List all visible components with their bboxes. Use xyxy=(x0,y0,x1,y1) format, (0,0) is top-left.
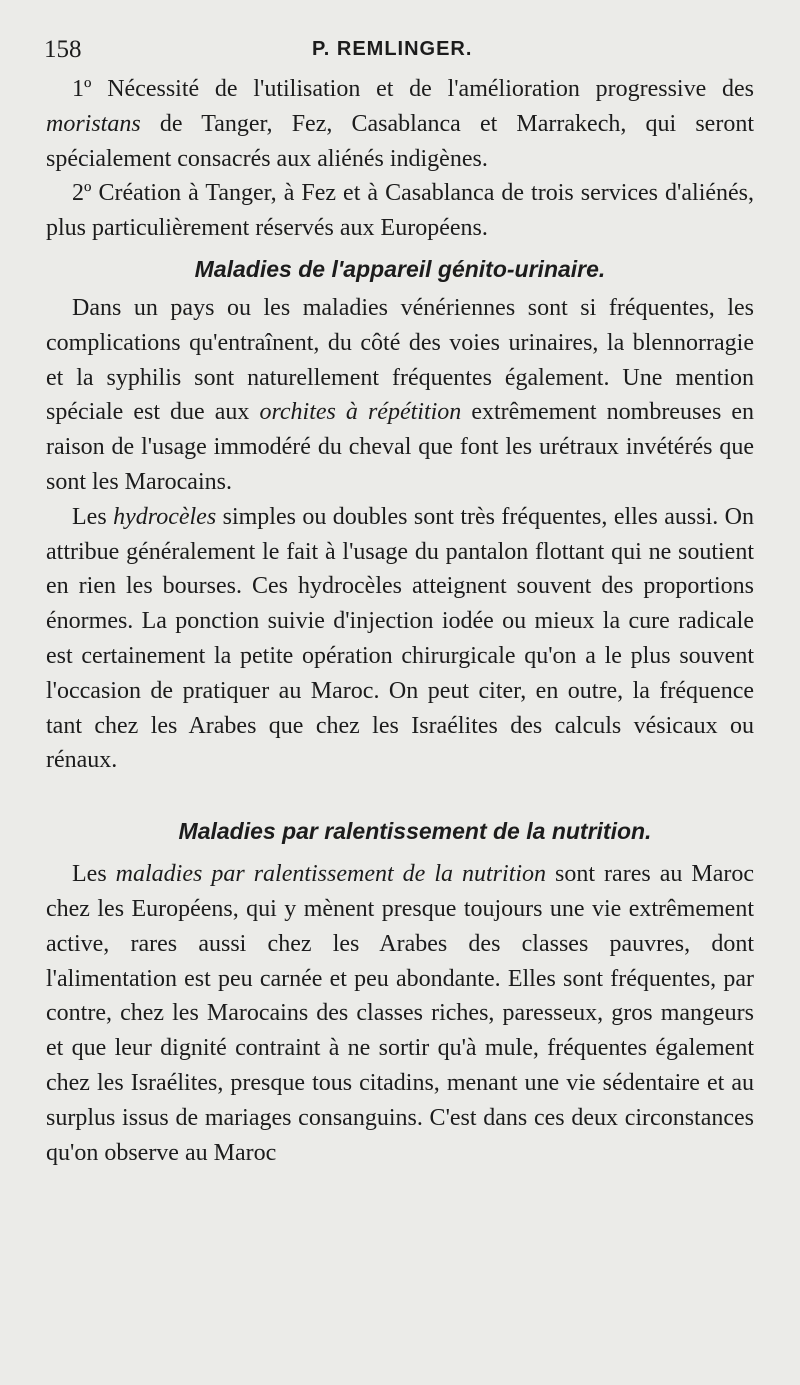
section-heading-genito-urinary: Maladies de l'appareil génito-urinaire. xyxy=(194,255,606,282)
section-heading-nutrition: Maladies par ralentissement de la nutrition. xyxy=(178,818,652,845)
list-item-2: 2º Création à Tanger, à Fez et à Casablanca de trois services d'aliénés, plus particulièrement réservés aux Européens. xyxy=(46,180,754,242)
paragraph-hydroceles: Les hydrocèles simples ou doubles sont très fréquentes, elles aussi. On attribue généralement le fait à l'usage du pantalon flottant qui ne soutient en rien les bourses. Ces hydrocèles atteignent souvent des proportions énormes. La ponction suivie d'injection iodée ou mieux la cure radicale est certainement la petite opération chirurgicale qu'on a le plus souvent l'occasion de pratiquer au Maroc. On peut citer, en outre, la fréquence tant chez les Arabes que chez les Israélites des calculs vésicaux ou rénaux. xyxy=(46,503,754,774)
body-text xyxy=(46,72,754,1170)
page-number: 158 xyxy=(44,36,82,63)
running-head: P. REMLINGER. xyxy=(312,38,473,60)
paragraph-venereal: Dans un pays ou les maladies vénériennes sont si fréquentes, les complications qu'entraînent, du côté des voies urinaires, la blennorragie et la syphilis sont naturellement fréquentes également. Une mention spéciale est due aux orchites à répétition extrêmement nombreuses en raison de l'usage immodéré du cheval que font les urétraux invétérés que sont les Marocains. xyxy=(46,294,754,495)
paragraph-nutrition: Les maladies par ralentissement de la nutrition sont rares au Maroc chez les Européens, qui y mènent presque toujours une vie extrêmement active, rares aussi chez les Arabes des classes pauvres, dont l'alimentation est peu carnée et peu abondante. Elles sont fréquentes, par contre, chez les Marocains des classes riches, paresseux, gros mangeurs et que leur dignité contraint à ne sortir qu'à mule, fréquentes également chez les Israélites, presque tous citadins, menant une vie sédentaire et au surplus issus de mariages consanguins. C'est dans ces deux circonstances qu'on observe au Maroc xyxy=(46,861,754,1166)
list-item-1: 1º Nécessité de l'utilisation et de l'amélioration progressive des moristans de Tanger, Fez, Casablanca et Marrakech, qui seront spécialement consacrés aux aliénés indigènes. xyxy=(46,76,754,172)
page-header xyxy=(44,36,752,66)
